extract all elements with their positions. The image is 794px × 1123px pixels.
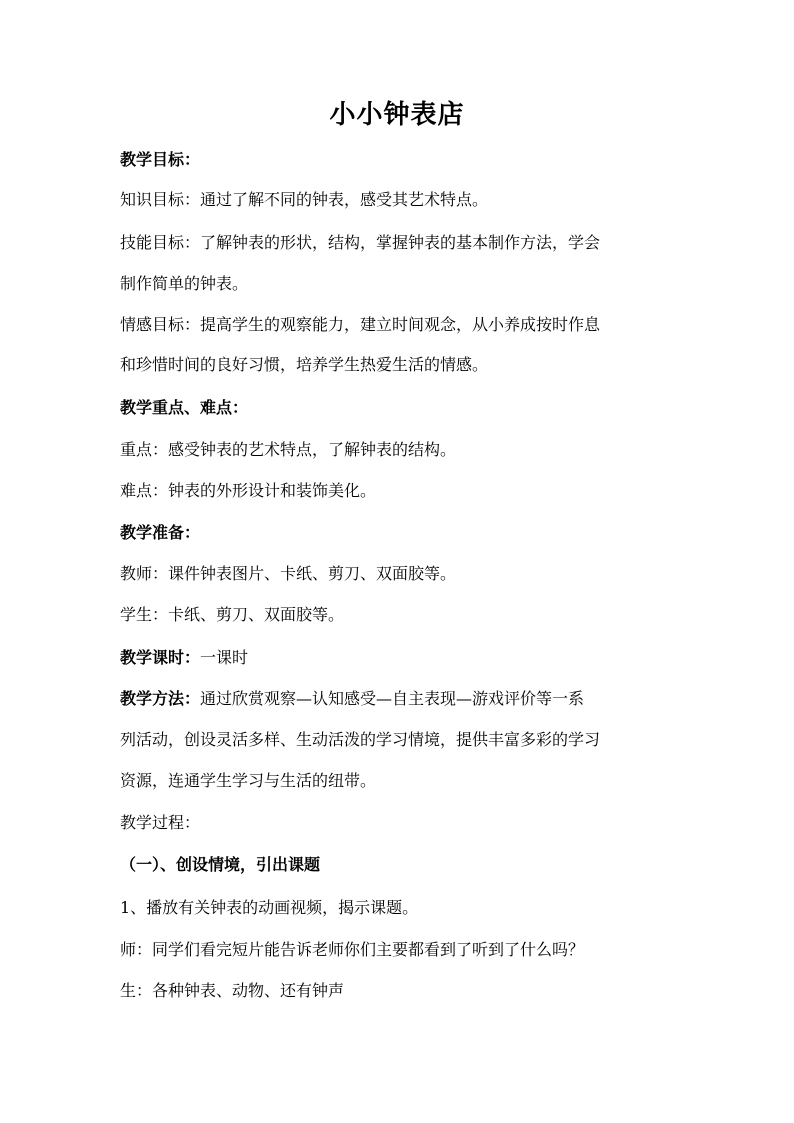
paragraph-line: [120, 897, 680, 919]
line-text: 学生：卡纸、剪刀、双面胶等。: [120, 605, 345, 624]
line-text: 难点：钟表的外形设计和装饰美化。: [120, 481, 377, 500]
line-label: 教学目标：: [120, 150, 201, 169]
paragraph-line: [120, 189, 680, 211]
line-text: 列活动，创设灵活多样、生动活泼的学习情境，提供丰富多彩的学习: [120, 730, 601, 749]
paragraph-line: [120, 354, 680, 376]
paragraph-line: [120, 563, 680, 585]
paragraph-line: [120, 980, 680, 1002]
line-teaching-process: [120, 812, 680, 834]
line-text: 教师：课件钟表图片、卡纸、剪刀、双面胶等。: [120, 564, 457, 583]
line-label: （一）、创设情境，引出课题: [120, 855, 321, 874]
line-text: 一课时: [200, 648, 249, 667]
line-label: 教学课时：: [120, 648, 201, 667]
line-text: 和珍惜时间的良好习惯，培养学生热爱生活的情感。: [120, 355, 489, 374]
line-label: 教学重点、难点：: [120, 398, 249, 417]
line-text: 师：同学们看完短片能告诉老师你们主要都看到了听到了什么吗？: [120, 940, 585, 959]
line-text: 教学过程：: [120, 813, 201, 832]
line-label: 教学准备：: [120, 523, 201, 542]
paragraph-line: [120, 314, 680, 336]
line-teaching-method: [120, 688, 680, 710]
paragraph-line: [120, 439, 680, 461]
heading-section-one: [120, 854, 680, 876]
line-label: 教学方法：: [120, 689, 201, 708]
line-text: 知识目标：通过了解不同的钟表，感受其艺术特点。: [120, 190, 489, 209]
paragraph-line: [120, 770, 680, 792]
paragraph-line: [120, 604, 680, 626]
paragraph-line: [120, 729, 680, 751]
heading-key-points: [120, 397, 680, 419]
line-text: 重点：感受钟表的艺术特点，了解钟表的结构。: [120, 440, 457, 459]
line-text: 1、播放有关钟表的动画视频，揭示课题。: [120, 898, 419, 917]
heading-preparation: [120, 522, 680, 544]
paragraph-line: [120, 480, 680, 502]
line-text: 生：各种钟表、动物、还有钟声: [120, 981, 345, 1000]
line-text: 技能目标：了解钟表的形状，结构，掌握钟表的基本制作方法，学会: [120, 233, 601, 252]
line-lesson-hours: [120, 647, 680, 669]
paragraph-line: [120, 273, 680, 295]
document-title: 小小钟表店: [329, 100, 465, 130]
line-text: 资源，连通学生学习与生活的纽带。: [120, 771, 377, 790]
heading-teaching-goals: [120, 149, 680, 171]
line-text: 通过欣赏观察—认知感受—自主表现—游戏评价等一系: [200, 689, 585, 708]
line-text: 情感目标：提高学生的观察能力，建立时间观念，从小养成按时作息: [120, 315, 601, 334]
line-text: 制作简单的钟表。: [120, 274, 249, 293]
paragraph-line: [120, 939, 680, 961]
paragraph-line: [120, 232, 680, 254]
